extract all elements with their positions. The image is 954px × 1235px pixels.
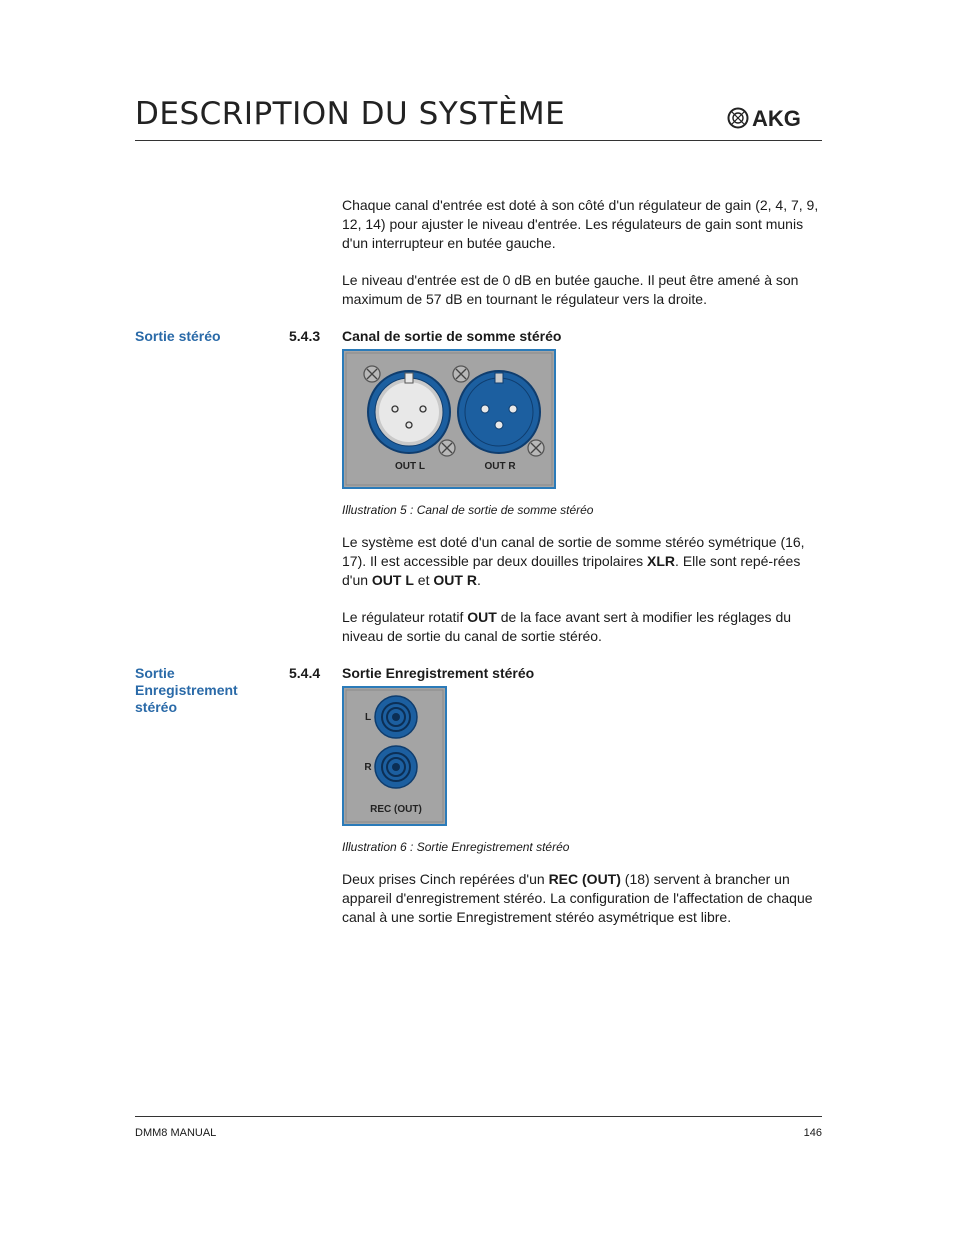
figure-caption: Illustration 6 : Sortie Enregistrement stéréo	[342, 840, 570, 854]
page-title: DESCRIPTION DU SYSTÈME	[135, 96, 566, 132]
footer-rule	[135, 1116, 822, 1117]
channel-r-label: R	[364, 762, 372, 773]
screw-icon	[528, 440, 544, 456]
screw-icon	[364, 366, 380, 382]
section-title: Canal de sortie de somme stéréo	[342, 328, 562, 344]
rec-out-paragraph: Deux prises Cinch repérées d'un REC (OUT) (18) servent à brancher un appareil d'enregistrement stéréo. La configuration de l'affectation de chaque canal à une sortie Enregistrement stéréo asymétrique est libre.	[342, 871, 813, 925]
stereo-out-paragraph-1: Le système est doté d'un canal de sortie de somme stéréo symétrique (16, 17). Il est accessible par deux douilles tripolaires XLR. Elle sont repé-rées d'un OUT L et OUT R.	[342, 534, 805, 588]
footer-manual-name: DMM8 MANUAL	[135, 1127, 217, 1139]
stereo-out-paragraph-2: Le régulateur rotatif OUT de la face avant sert à modifier les réglages du niveau de sortie du canal de sortie stéréo.	[342, 609, 792, 644]
rec-out-label: REC (OUT)	[370, 804, 422, 815]
screw-icon	[453, 366, 469, 382]
header-rule	[135, 140, 822, 141]
out-l-label: OUT L	[395, 461, 425, 472]
intro-paragraph-2: Le niveau d'entrée est de 0 dB en butée gauche. Il peut être amené à son maximum de 57 dB en tournant le régulateur vers la droite.	[342, 272, 799, 307]
xlr-connector-left	[368, 371, 450, 453]
screw-icon	[439, 440, 455, 456]
xlr-output-figure	[342, 349, 556, 489]
section-number: 5.4.3	[289, 328, 321, 344]
rca-jack-left	[375, 696, 417, 738]
side-label-stereo-out: Sortie stéréo	[135, 328, 221, 344]
figure-caption: Illustration 5 : Canal de sortie de somme stéréo	[342, 503, 594, 517]
akg-logo	[727, 105, 825, 131]
channel-l-label: L	[364, 712, 372, 723]
xlr-connector-right	[458, 371, 540, 453]
rca-jack-right	[375, 746, 417, 788]
out-r-label: OUT R	[484, 461, 516, 472]
section-number: 5.4.4	[289, 665, 321, 681]
side-label-rec-out: Sortie Enregistrement stéréo	[135, 665, 238, 715]
intro-paragraph-1: Chaque canal d'entrée est doté à son côté d'un régulateur de gain (2, 4, 7, 9, 12, 14) pour ajuster le niveau d'entrée. Les régulateurs de gain sont munis d'un interrupteur en butée gauche.	[342, 197, 819, 251]
section-title: Sortie Enregistrement stéréo	[342, 665, 535, 681]
rca-output-figure	[342, 686, 447, 826]
logo-text: AKG	[752, 106, 801, 131]
page-number: 146	[803, 1127, 822, 1139]
